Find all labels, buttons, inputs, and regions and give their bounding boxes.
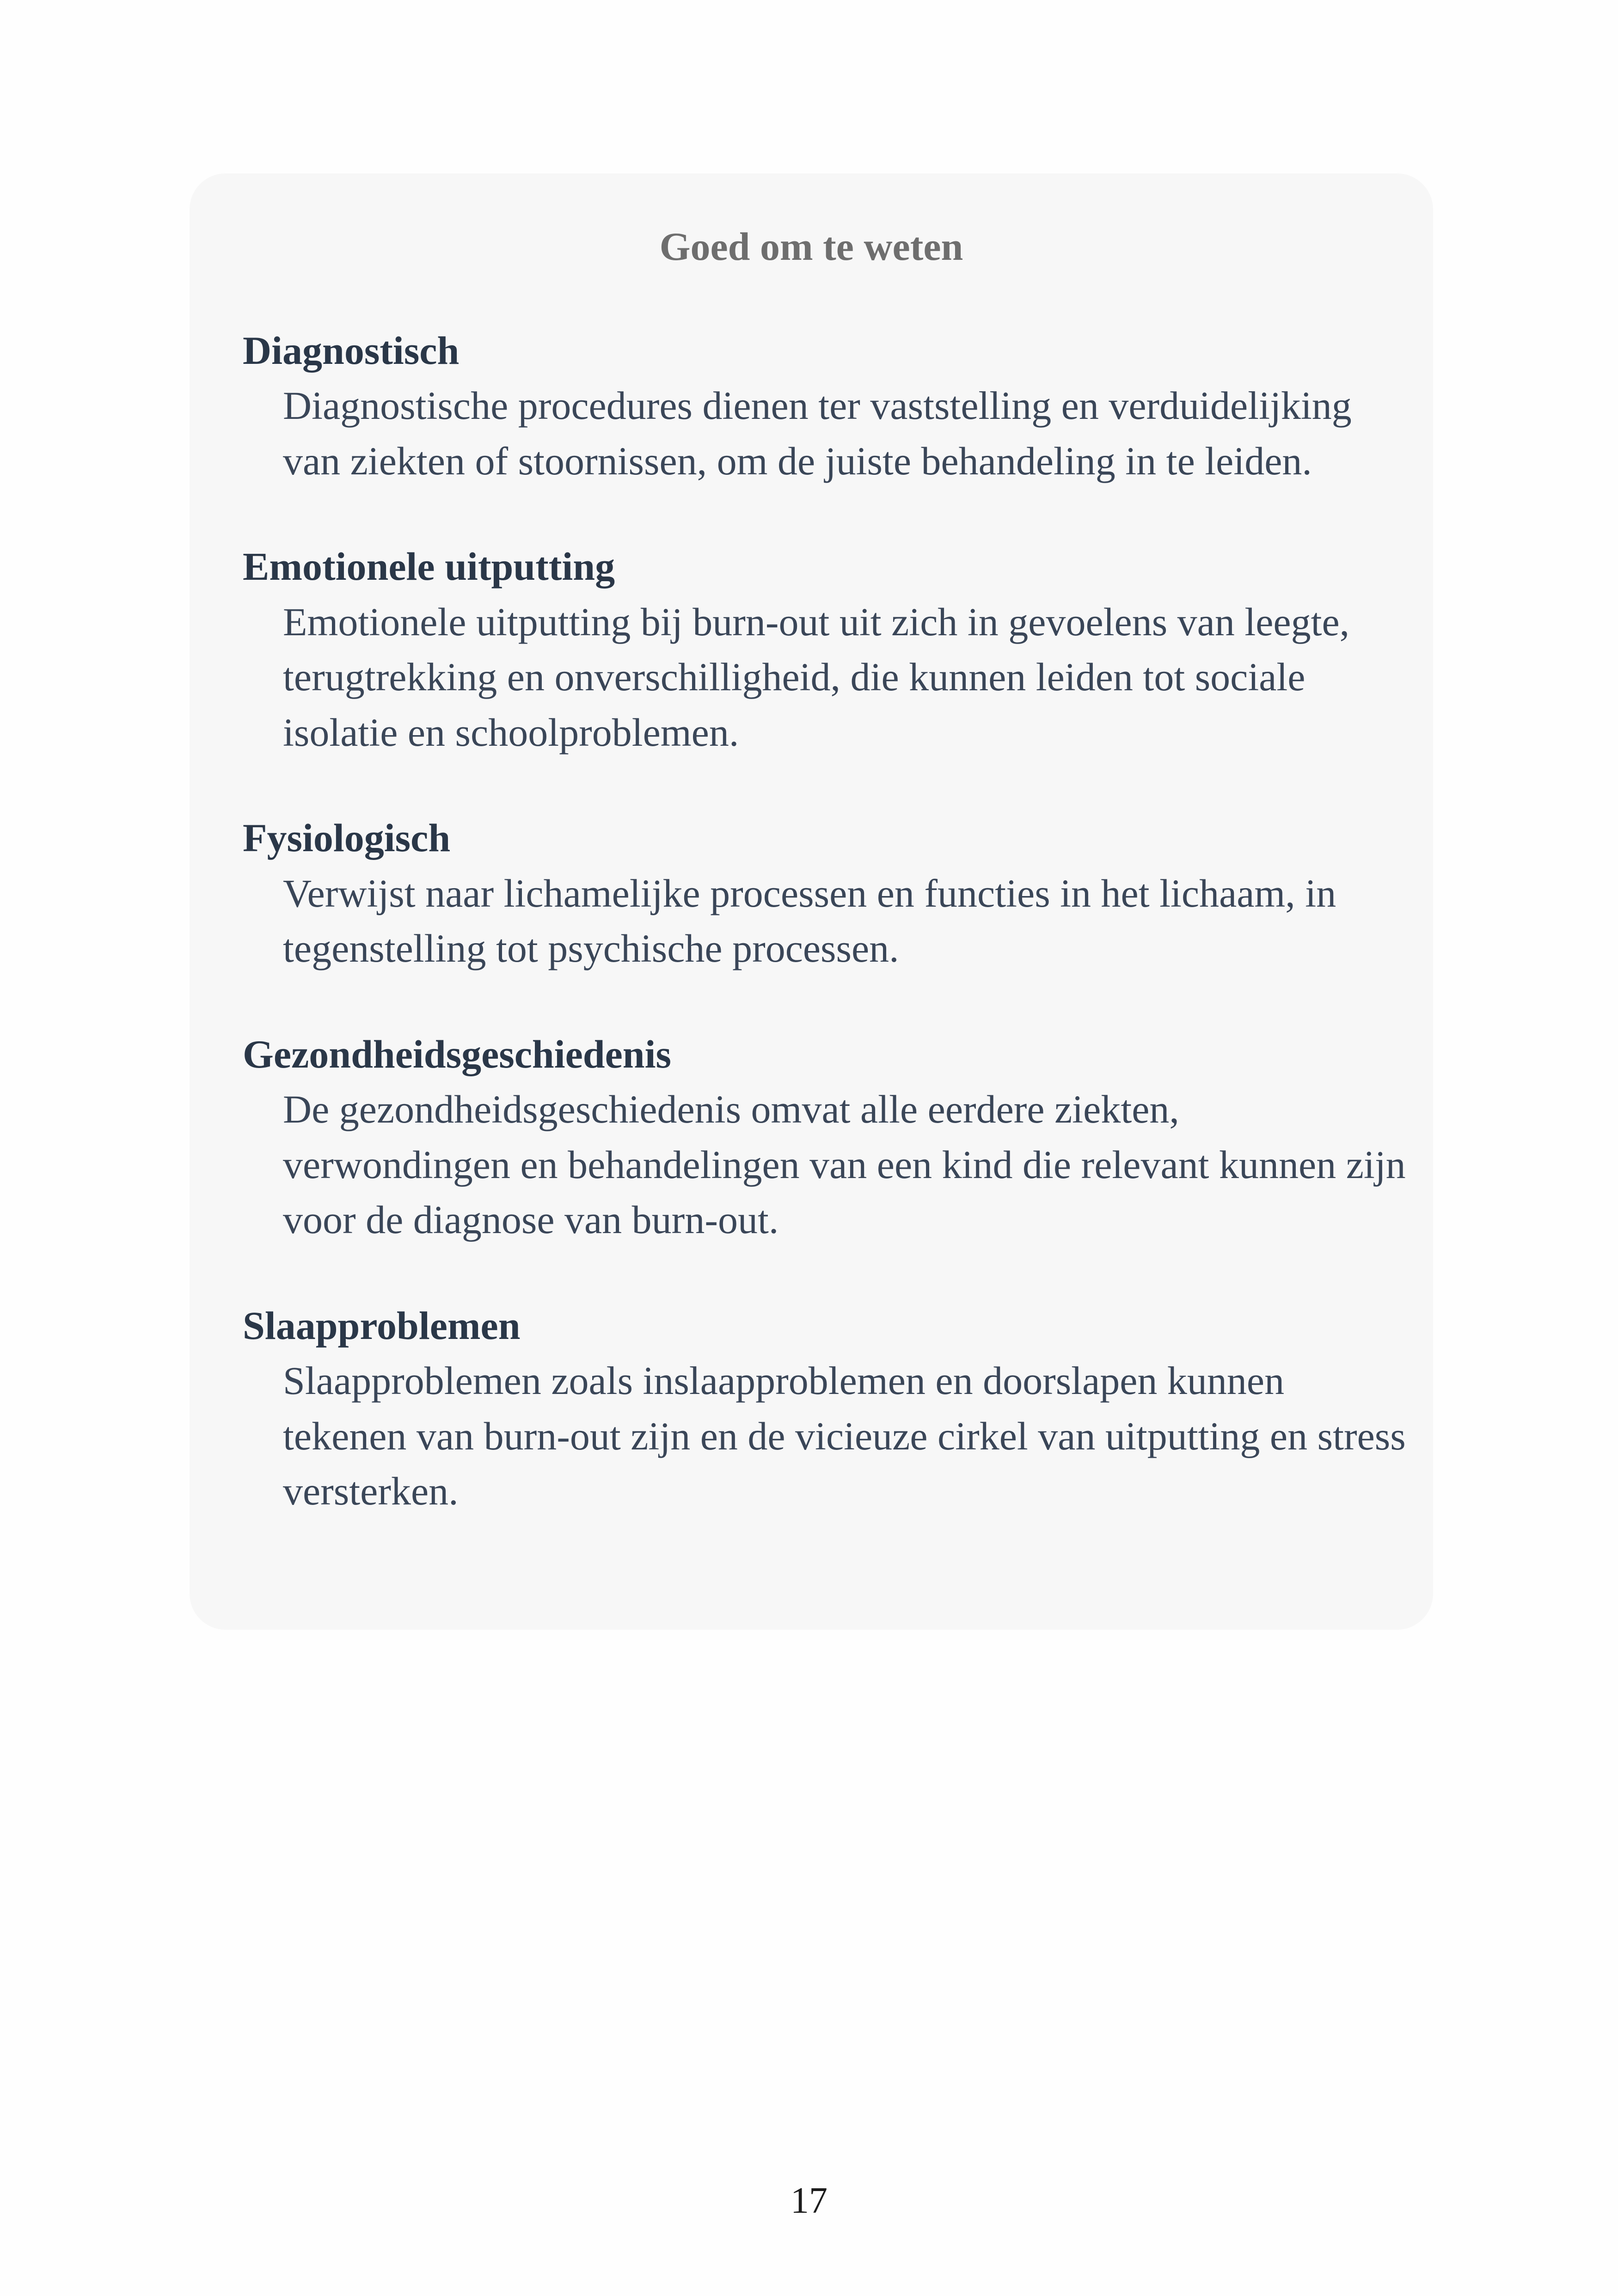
term-gezondheidsgeschiedenis [243, 1026, 1406, 1248]
term-diagnostisch [243, 323, 1380, 489]
term-definition: Verwijst naar lichamelijke processen en functies in het lichaam, in tegenstelling tot psychische processen. [283, 871, 1336, 971]
term-heading: Diagnostisch [243, 328, 460, 373]
term-heading: Gezondheidsgeschiedenis [243, 1031, 671, 1076]
term-emotionele-uitputting [243, 539, 1380, 760]
term-definition: De gezondheidsgeschiedenis omvat alle eerdere ziekten, verwondingen en behandelingen van een kind die relevant kunnen zijn voor de diagnose van burn-out. [283, 1087, 1406, 1242]
page-number: 17 [791, 2180, 827, 2221]
term-definition: Emotionele uitputting bij burn-out uit zich in gevoelens van leegte, terugtrekking en onverschilligheid, die kunnen leiden tot sociale isolatie en schoolproblemen. [283, 599, 1350, 755]
term-definition: Diagnostische procedures dienen ter vaststelling en verduidelijking van ziekten of stoornissen, om de juiste behandeling in te leiden. [283, 383, 1352, 483]
term-fysiologisch [243, 810, 1380, 976]
term-heading: Fysiologisch [243, 816, 451, 860]
term-heading: Slaapproblemen [243, 1303, 521, 1348]
term-heading: Emotionele uitputting [243, 544, 615, 589]
term-definition: Slaapproblemen zoals inslaapproblemen en doorslapen kunnen tekenen van burn-out zijn en de vicieuze cirkel van uitputting en stress versterken. [283, 1358, 1406, 1514]
info-box [190, 173, 1433, 1630]
term-slaapproblemen [243, 1298, 1406, 1519]
box-title: Goed om te weten [659, 224, 963, 269]
